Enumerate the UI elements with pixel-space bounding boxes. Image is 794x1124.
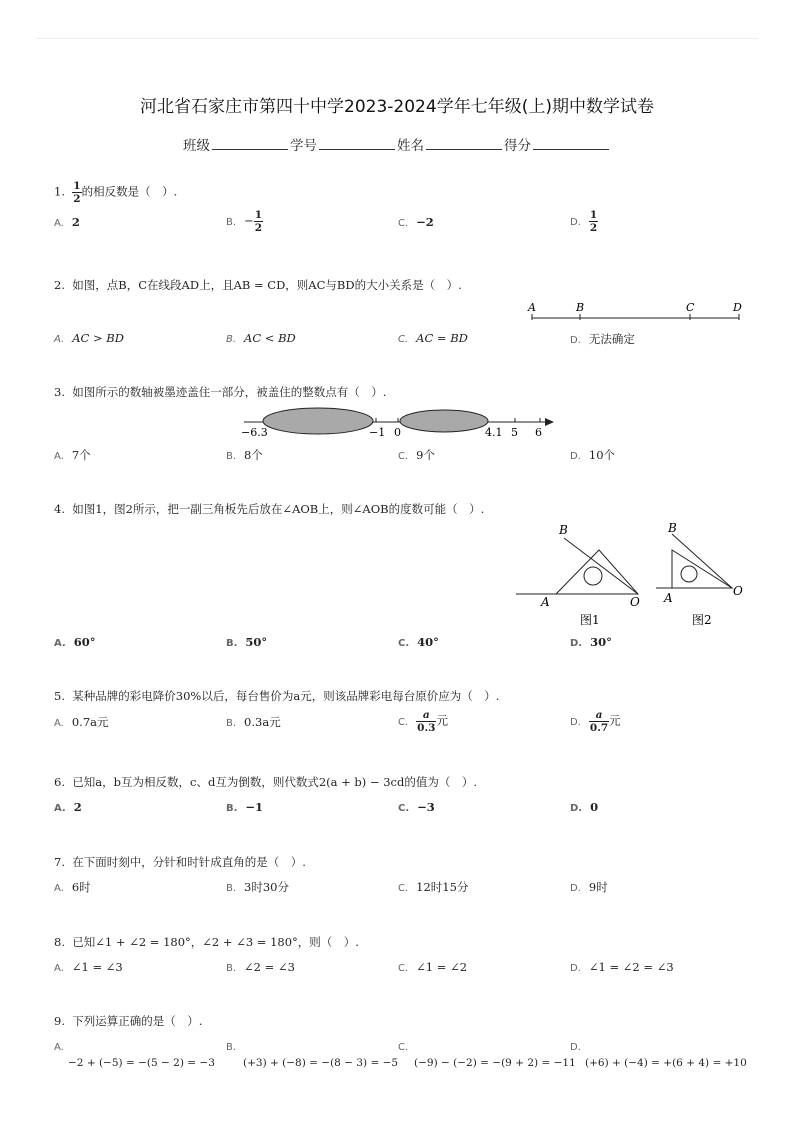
ink-blot-left (263, 408, 373, 434)
question-2-stem: 2. 如图，点B，C在线段AD上，且AB = CD，则AC与BD的大小关系是（ ）. (54, 278, 462, 292)
fraction: $\frac{1}{2}$ (73, 180, 81, 205)
q5-option-b[interactable]: B. 0.3a元 (226, 715, 281, 729)
q3-option-b[interactable]: B. 8个 (226, 448, 263, 462)
q7-option-b[interactable]: B. 3时30分 (226, 880, 289, 894)
ink-blot-right (400, 410, 488, 432)
question-6-stem: 6. 已知a，b互为相反数，c、d互为倒数，则代数式2(a + b) − 3cd的值为（ ）. (54, 775, 477, 789)
page-title: 河北省石家庄市第四十中学2023-2024学年七年级(上)期中数学试卷 (140, 97, 654, 117)
point-label: C (686, 301, 695, 314)
question-number: 1. (54, 184, 65, 199)
number-line-figure (236, 404, 558, 440)
q6-option-a[interactable]: A. 2 (54, 800, 82, 814)
fraction: $\frac{1}{2}$ (254, 209, 262, 234)
q8-option-c[interactable]: C. ∠1 = ∠2 (398, 960, 468, 974)
question-7-stem: 7. 在下面时刻中，分针和时针成直角的是（ ）. (54, 855, 306, 869)
score-label: 得分 (504, 138, 531, 154)
q4-option-d[interactable]: D. 30° (570, 635, 612, 649)
triangle-figure-1 (512, 518, 650, 630)
name-field[interactable] (426, 137, 502, 150)
q1-option-c[interactable]: C. −2 (398, 215, 434, 229)
q9-option-a-label: A. (54, 1042, 64, 1053)
question-4-stem: 4. 如图1，图2所示，把一副三角板先后放在∠AOB上，则∠AOB的度数可能（ ）. (54, 502, 485, 516)
fraction: $\frac{a}{0.7}$ (589, 709, 609, 734)
svg-text:A: A (541, 595, 550, 609)
q9-option-b-label: B. (226, 1042, 237, 1053)
q9-option-a[interactable]: −2 + (−5) = −(5 − 2) = −3 (68, 1057, 215, 1069)
point-label: B (576, 301, 585, 314)
student-no-label: 学号 (290, 138, 317, 154)
svg-text:B: B (559, 523, 568, 537)
segment-ad-figure (520, 298, 750, 328)
q6-option-b[interactable]: B. −1 (226, 800, 264, 814)
q8-option-d[interactable]: D. ∠1 = ∠2 = ∠3 (570, 960, 674, 974)
svg-text:O: O (630, 595, 640, 609)
q2-option-d[interactable]: D. 无法确定 (570, 332, 635, 346)
q2-option-c[interactable]: C. AC = BD (398, 331, 468, 345)
q9-option-d[interactable]: (+6) + (−4) = +(6 + 4) = +10 (585, 1057, 747, 1069)
svg-text:6: 6 (535, 426, 542, 439)
fraction: $\frac{1}{2}$ (589, 209, 598, 234)
q1-option-a[interactable]: A. 2 (54, 215, 80, 229)
point-label: D (733, 301, 742, 314)
svg-text:4.1: 4.1 (485, 426, 503, 439)
q4-option-c[interactable]: C. 40° (398, 635, 439, 649)
q5-option-a[interactable]: A. 0.7a元 (54, 715, 109, 729)
q7-option-a[interactable]: A. 6时 (54, 880, 91, 894)
figure-caption: 图2 (692, 613, 712, 627)
figure-caption: 图1 (580, 613, 600, 627)
svg-text:B: B (668, 521, 677, 535)
q6-option-d[interactable]: D. 0 (570, 800, 599, 814)
question-5-stem: 5. 某种品牌的彩电降价30%以后，每台售价为a元，则该品牌彩电每台原价应为（ ）. (54, 689, 500, 703)
q5-option-c[interactable]: C. $\frac{a}{0.3}$ 元 (398, 709, 448, 734)
svg-text:0: 0 (394, 426, 401, 439)
q3-option-d[interactable]: D. 10个 (570, 448, 616, 462)
q9-option-c-label: C. (398, 1042, 409, 1053)
svg-text:O: O (733, 584, 743, 598)
question-8-stem: 8. 已知∠1 + ∠2 = 180°，∠2 + ∠3 = 180°，则（ ）. (54, 935, 359, 949)
q3-option-a[interactable]: A. 7个 (54, 448, 91, 462)
q2-option-b[interactable]: B. AC < BD (226, 331, 296, 345)
q4-option-a[interactable]: A. 60° (54, 635, 96, 649)
student-no-field[interactable] (319, 137, 395, 150)
q8-option-a[interactable]: A. ∠1 = ∠3 (54, 960, 123, 974)
question-9-stem: 9. 下列运算正确的是（ ）. (54, 1014, 203, 1028)
question-1-stem (54, 180, 177, 205)
page-top-rule (36, 38, 758, 39)
fraction: $\frac{a}{0.3}$ (417, 709, 436, 734)
student-info-line (0, 134, 794, 154)
question-3-stem: 3. 如图所示的数轴被墨迹盖住一部分，被盖住的整数点有（ ）. (54, 385, 387, 399)
q8-option-b[interactable]: B. ∠2 = ∠3 (226, 960, 295, 974)
triangle-figure-2 (652, 518, 748, 630)
q9-option-c[interactable]: (−9) − (−2) = −(9 + 2) = −11 (414, 1057, 576, 1069)
q1-option-b[interactable]: B. − $\frac{1}{2}$ (226, 209, 262, 234)
svg-text:−1: −1 (369, 426, 386, 439)
q4-option-b[interactable]: B. 50° (226, 635, 268, 649)
name-label: 姓名 (397, 138, 424, 154)
q6-option-c[interactable]: C. −3 (398, 800, 435, 814)
point-label: A (528, 301, 536, 314)
svg-text:A: A (664, 591, 673, 605)
score-field[interactable] (533, 137, 609, 150)
svg-text:−6.3: −6.3 (241, 426, 268, 439)
question-text: 的相反数是（ ）. (81, 184, 178, 199)
q7-option-c[interactable]: C. 12时15分 (398, 880, 469, 894)
q2-option-a[interactable]: A. AC > BD (54, 331, 124, 345)
class-label: 班级 (183, 138, 210, 154)
q7-option-d[interactable]: D. 9时 (570, 880, 608, 894)
q1-option-d[interactable]: D. $\frac{1}{2}$ (570, 209, 598, 234)
svg-text:5: 5 (511, 426, 518, 439)
q3-option-c[interactable]: C. 9个 (398, 448, 435, 462)
q9-option-b[interactable]: (+3) + (−8) = −(8 − 3) = −5 (243, 1057, 399, 1069)
class-field[interactable] (212, 137, 288, 150)
q9-option-d-label: D. (570, 1042, 581, 1053)
q5-option-d[interactable]: D. $\frac{a}{0.7}$ 元 (570, 709, 621, 734)
